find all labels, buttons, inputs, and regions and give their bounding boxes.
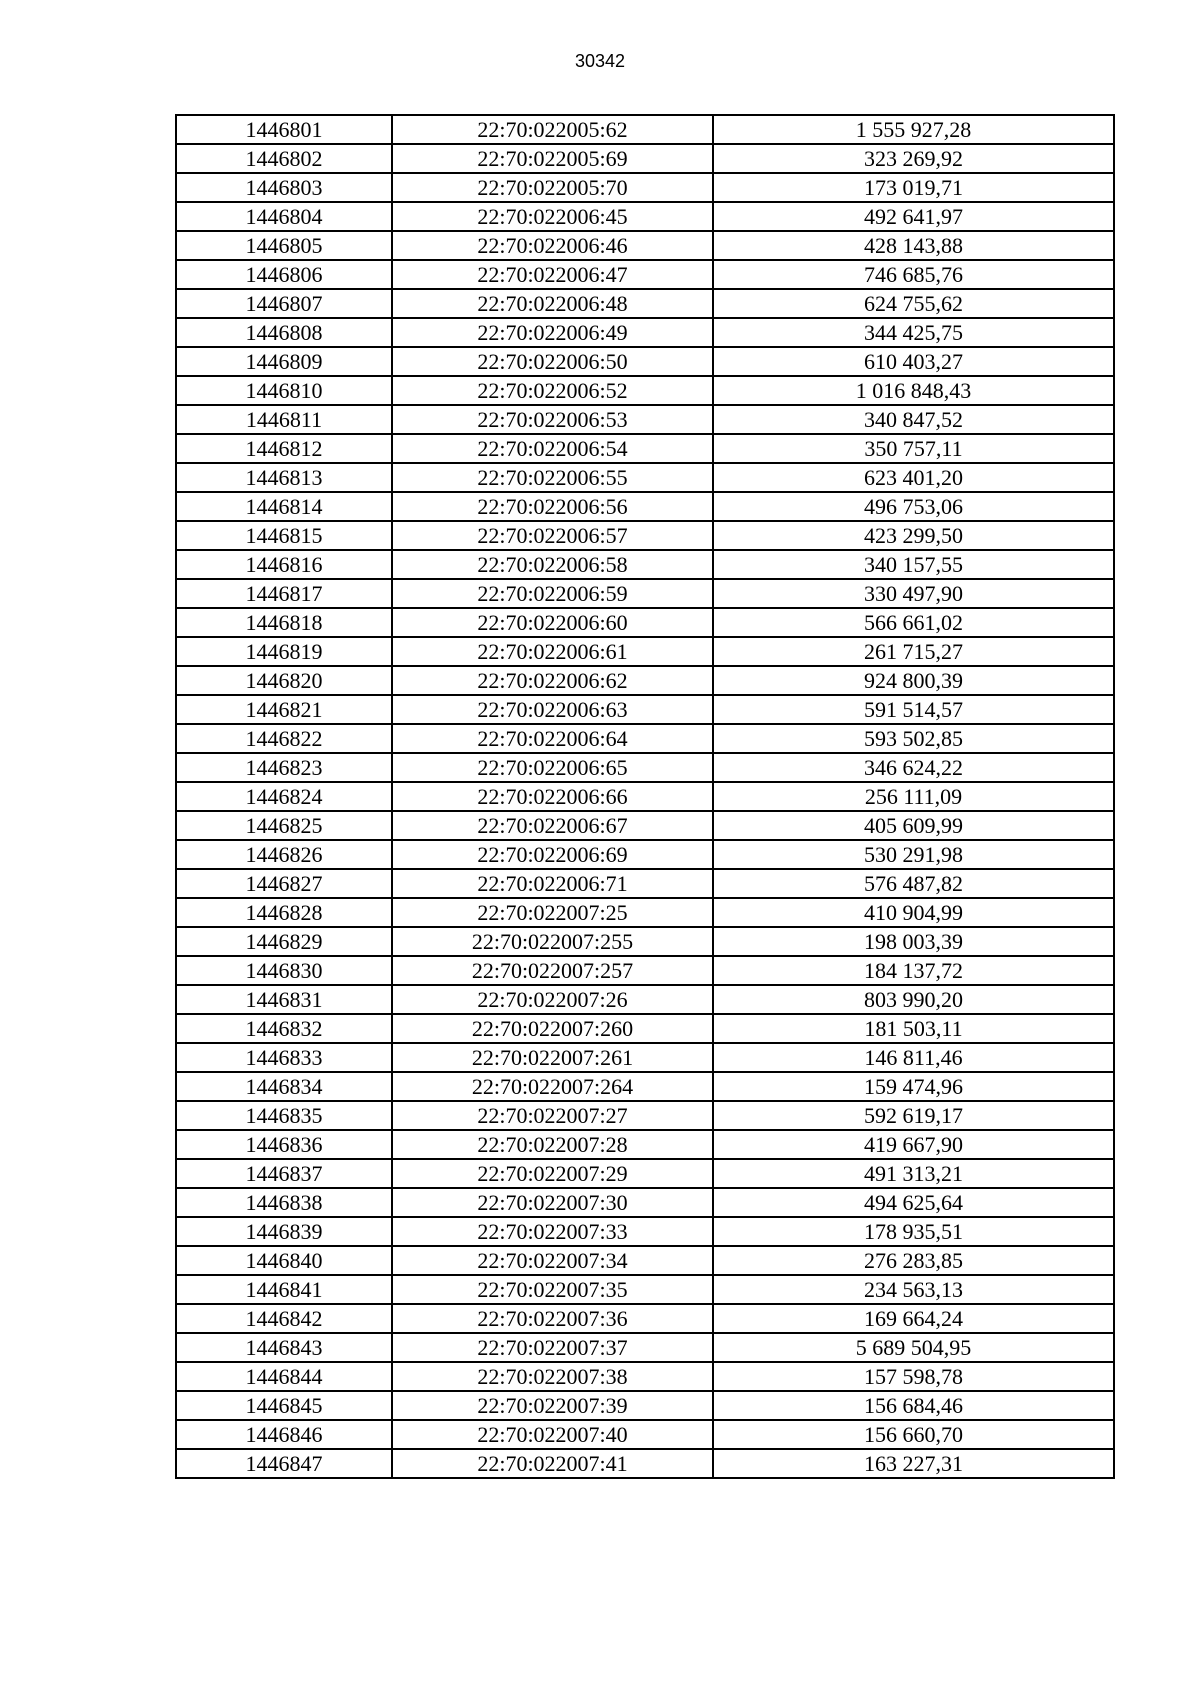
record-number-cell: 1446810: [176, 376, 392, 405]
cadastral-number-cell: 22:70:022007:41: [392, 1449, 713, 1478]
value-cell: 256 111,09: [713, 782, 1114, 811]
record-number-cell: 1446804: [176, 202, 392, 231]
cadastral-number-cell: 22:70:022006:69: [392, 840, 713, 869]
cadastral-number-cell: 22:70:022007:33: [392, 1217, 713, 1246]
table-row: [176, 782, 1114, 811]
record-number-cell: 1446840: [176, 1246, 392, 1275]
cadastral-number-cell: 22:70:022006:60: [392, 608, 713, 637]
record-number-cell: 1446831: [176, 985, 392, 1014]
table-row: [176, 318, 1114, 347]
table-row: [176, 231, 1114, 260]
table-row: [176, 956, 1114, 985]
cadastral-number-cell: 22:70:022006:57: [392, 521, 713, 550]
cadastral-number-cell: 22:70:022006:66: [392, 782, 713, 811]
record-number-cell: 1446829: [176, 927, 392, 956]
table-row: [176, 1449, 1114, 1478]
cadastral-number-cell: 22:70:022007:40: [392, 1420, 713, 1449]
value-cell: 491 313,21: [713, 1159, 1114, 1188]
table-row: [176, 840, 1114, 869]
cadastral-number-cell: 22:70:022006:45: [392, 202, 713, 231]
table-row: [176, 1043, 1114, 1072]
record-number-cell: 1446814: [176, 492, 392, 521]
value-cell: 323 269,92: [713, 144, 1114, 173]
table-row: [176, 434, 1114, 463]
table-row: [176, 753, 1114, 782]
value-cell: 924 800,39: [713, 666, 1114, 695]
record-number-cell: 1446823: [176, 753, 392, 782]
table-row: [176, 376, 1114, 405]
table-row: [176, 1188, 1114, 1217]
data-table: [175, 114, 1115, 1479]
table-row: [176, 1101, 1114, 1130]
table-row: [176, 811, 1114, 840]
cadastral-number-cell: 22:70:022007:25: [392, 898, 713, 927]
cadastral-number-cell: 22:70:022006:48: [392, 289, 713, 318]
table-row: [176, 405, 1114, 434]
value-cell: 340 157,55: [713, 550, 1114, 579]
value-cell: 496 753,06: [713, 492, 1114, 521]
record-number-cell: 1446809: [176, 347, 392, 376]
table-row: [176, 202, 1114, 231]
table-row: [176, 1159, 1114, 1188]
value-cell: 156 660,70: [713, 1420, 1114, 1449]
table-row: [176, 289, 1114, 318]
table-row: [176, 492, 1114, 521]
record-number-cell: 1446825: [176, 811, 392, 840]
value-cell: 1 016 848,43: [713, 376, 1114, 405]
table-row: [176, 1072, 1114, 1101]
value-cell: 178 935,51: [713, 1217, 1114, 1246]
table-row: [176, 1246, 1114, 1275]
table-row: [176, 724, 1114, 753]
value-cell: 623 401,20: [713, 463, 1114, 492]
value-cell: 428 143,88: [713, 231, 1114, 260]
cadastral-number-cell: 22:70:022006:71: [392, 869, 713, 898]
value-cell: 610 403,27: [713, 347, 1114, 376]
table-row: [176, 1217, 1114, 1246]
cadastral-number-cell: 22:70:022007:34: [392, 1246, 713, 1275]
record-number-cell: 1446830: [176, 956, 392, 985]
value-cell: 591 514,57: [713, 695, 1114, 724]
cadastral-number-cell: 22:70:022005:62: [392, 115, 713, 144]
table-body: [176, 115, 1114, 1478]
record-number-cell: 1446815: [176, 521, 392, 550]
value-cell: 198 003,39: [713, 927, 1114, 956]
value-cell: 494 625,64: [713, 1188, 1114, 1217]
value-cell: 746 685,76: [713, 260, 1114, 289]
cadastral-number-cell: 22:70:022006:61: [392, 637, 713, 666]
table-row: [176, 347, 1114, 376]
cadastral-number-cell: 22:70:022007:28: [392, 1130, 713, 1159]
value-cell: 157 598,78: [713, 1362, 1114, 1391]
record-number-cell: 1446803: [176, 173, 392, 202]
value-cell: 184 137,72: [713, 956, 1114, 985]
value-cell: 181 503,11: [713, 1014, 1114, 1043]
value-cell: 405 609,99: [713, 811, 1114, 840]
value-cell: 146 811,46: [713, 1043, 1114, 1072]
value-cell: 261 715,27: [713, 637, 1114, 666]
cadastral-number-cell: 22:70:022006:52: [392, 376, 713, 405]
table-row: [176, 985, 1114, 1014]
cadastral-number-cell: 22:70:022005:70: [392, 173, 713, 202]
record-number-cell: 1446847: [176, 1449, 392, 1478]
cadastral-number-cell: 22:70:022007:39: [392, 1391, 713, 1420]
value-cell: 340 847,52: [713, 405, 1114, 434]
record-number-cell: 1446835: [176, 1101, 392, 1130]
cadastral-number-cell: 22:70:022007:37: [392, 1333, 713, 1362]
record-number-cell: 1446811: [176, 405, 392, 434]
record-number-cell: 1446836: [176, 1130, 392, 1159]
value-cell: 419 667,90: [713, 1130, 1114, 1159]
record-number-cell: 1446833: [176, 1043, 392, 1072]
cadastral-number-cell: 22:70:022007:36: [392, 1304, 713, 1333]
record-number-cell: 1446841: [176, 1275, 392, 1304]
table-row: [176, 898, 1114, 927]
value-cell: 624 755,62: [713, 289, 1114, 318]
record-number-cell: 1446832: [176, 1014, 392, 1043]
value-cell: 156 684,46: [713, 1391, 1114, 1420]
record-number-cell: 1446824: [176, 782, 392, 811]
table-row: [176, 1130, 1114, 1159]
table-row: [176, 1391, 1114, 1420]
record-number-cell: 1446802: [176, 144, 392, 173]
record-number-cell: 1446844: [176, 1362, 392, 1391]
table-row: [176, 463, 1114, 492]
cadastral-number-cell: 22:70:022006:59: [392, 579, 713, 608]
cadastral-number-cell: 22:70:022006:63: [392, 695, 713, 724]
table-row: [176, 608, 1114, 637]
record-number-cell: 1446819: [176, 637, 392, 666]
cadastral-number-cell: 22:70:022007:29: [392, 1159, 713, 1188]
value-cell: 173 019,71: [713, 173, 1114, 202]
cadastral-number-cell: 22:70:022006:62: [392, 666, 713, 695]
page-number: 30342: [574, 51, 626, 71]
cadastral-number-cell: 22:70:022007:35: [392, 1275, 713, 1304]
cadastral-number-cell: 22:70:022007:264: [392, 1072, 713, 1101]
value-cell: 350 757,11: [713, 434, 1114, 463]
table-row: [176, 1304, 1114, 1333]
cadastral-number-cell: 22:70:022006:50: [392, 347, 713, 376]
value-cell: 492 641,97: [713, 202, 1114, 231]
cadastral-number-cell: 22:70:022007:26: [392, 985, 713, 1014]
table-row: [176, 550, 1114, 579]
record-number-cell: 1446837: [176, 1159, 392, 1188]
value-cell: 169 664,24: [713, 1304, 1114, 1333]
value-cell: 163 227,31: [713, 1449, 1114, 1478]
cadastral-number-cell: 22:70:022006:54: [392, 434, 713, 463]
value-cell: 530 291,98: [713, 840, 1114, 869]
cadastral-number-cell: 22:70:022006:67: [392, 811, 713, 840]
value-cell: 344 425,75: [713, 318, 1114, 347]
cadastral-number-cell: 22:70:022006:53: [392, 405, 713, 434]
value-cell: 576 487,82: [713, 869, 1114, 898]
value-cell: 592 619,17: [713, 1101, 1114, 1130]
value-cell: 593 502,85: [713, 724, 1114, 753]
cadastral-number-cell: 22:70:022007:38: [392, 1362, 713, 1391]
record-number-cell: 1446828: [176, 898, 392, 927]
cadastral-number-cell: 22:70:022006:58: [392, 550, 713, 579]
cadastral-number-cell: 22:70:022007:260: [392, 1014, 713, 1043]
cadastral-number-cell: 22:70:022005:69: [392, 144, 713, 173]
record-number-cell: 1446838: [176, 1188, 392, 1217]
cadastral-number-cell: 22:70:022006:46: [392, 231, 713, 260]
value-cell: 803 990,20: [713, 985, 1114, 1014]
value-cell: 1 555 927,28: [713, 115, 1114, 144]
record-number-cell: 1446827: [176, 869, 392, 898]
cadastral-number-cell: 22:70:022007:27: [392, 1101, 713, 1130]
cadastral-number-cell: 22:70:022006:47: [392, 260, 713, 289]
value-cell: 566 661,02: [713, 608, 1114, 637]
table-row: [176, 1362, 1114, 1391]
value-cell: 423 299,50: [713, 521, 1114, 550]
cadastral-number-cell: 22:70:022007:255: [392, 927, 713, 956]
record-number-cell: 1446806: [176, 260, 392, 289]
table-row: [176, 1333, 1114, 1362]
cadastral-number-cell: 22:70:022006:65: [392, 753, 713, 782]
table-row: [176, 115, 1114, 144]
cadastral-number-cell: 22:70:022006:56: [392, 492, 713, 521]
cadastral-number-cell: 22:70:022006:55: [392, 463, 713, 492]
table-row: [176, 1275, 1114, 1304]
table-row: [176, 260, 1114, 289]
table-row: [176, 695, 1114, 724]
value-cell: 234 563,13: [713, 1275, 1114, 1304]
cadastral-number-cell: 22:70:022006:64: [392, 724, 713, 753]
cadastral-number-cell: 22:70:022007:257: [392, 956, 713, 985]
record-number-cell: 1446826: [176, 840, 392, 869]
value-cell: 159 474,96: [713, 1072, 1114, 1101]
record-number-cell: 1446817: [176, 579, 392, 608]
record-number-cell: 1446842: [176, 1304, 392, 1333]
table-row: [176, 173, 1114, 202]
record-number-cell: 1446821: [176, 695, 392, 724]
table-row: [176, 1420, 1114, 1449]
table-row: [176, 869, 1114, 898]
record-number-cell: 1446805: [176, 231, 392, 260]
record-number-cell: 1446820: [176, 666, 392, 695]
record-number-cell: 1446808: [176, 318, 392, 347]
record-number-cell: 1446801: [176, 115, 392, 144]
cadastral-number-cell: 22:70:022007:30: [392, 1188, 713, 1217]
value-cell: 346 624,22: [713, 753, 1114, 782]
table-row: [176, 666, 1114, 695]
record-number-cell: 1446812: [176, 434, 392, 463]
table-row: [176, 1014, 1114, 1043]
table-row: [176, 927, 1114, 956]
record-number-cell: 1446843: [176, 1333, 392, 1362]
record-number-cell: 1446845: [176, 1391, 392, 1420]
record-number-cell: 1446846: [176, 1420, 392, 1449]
record-number-cell: 1446807: [176, 289, 392, 318]
value-cell: 276 283,85: [713, 1246, 1114, 1275]
table-row: [176, 637, 1114, 666]
value-cell: 410 904,99: [713, 898, 1114, 927]
cadastral-number-cell: 22:70:022007:261: [392, 1043, 713, 1072]
cadastral-number-cell: 22:70:022006:49: [392, 318, 713, 347]
record-number-cell: 1446822: [176, 724, 392, 753]
value-cell: 330 497,90: [713, 579, 1114, 608]
record-number-cell: 1446834: [176, 1072, 392, 1101]
record-number-cell: 1446818: [176, 608, 392, 637]
record-number-cell: 1446813: [176, 463, 392, 492]
table-row: [176, 521, 1114, 550]
value-cell: 5 689 504,95: [713, 1333, 1114, 1362]
table-row: [176, 144, 1114, 173]
record-number-cell: 1446839: [176, 1217, 392, 1246]
record-number-cell: 1446816: [176, 550, 392, 579]
table-row: [176, 579, 1114, 608]
